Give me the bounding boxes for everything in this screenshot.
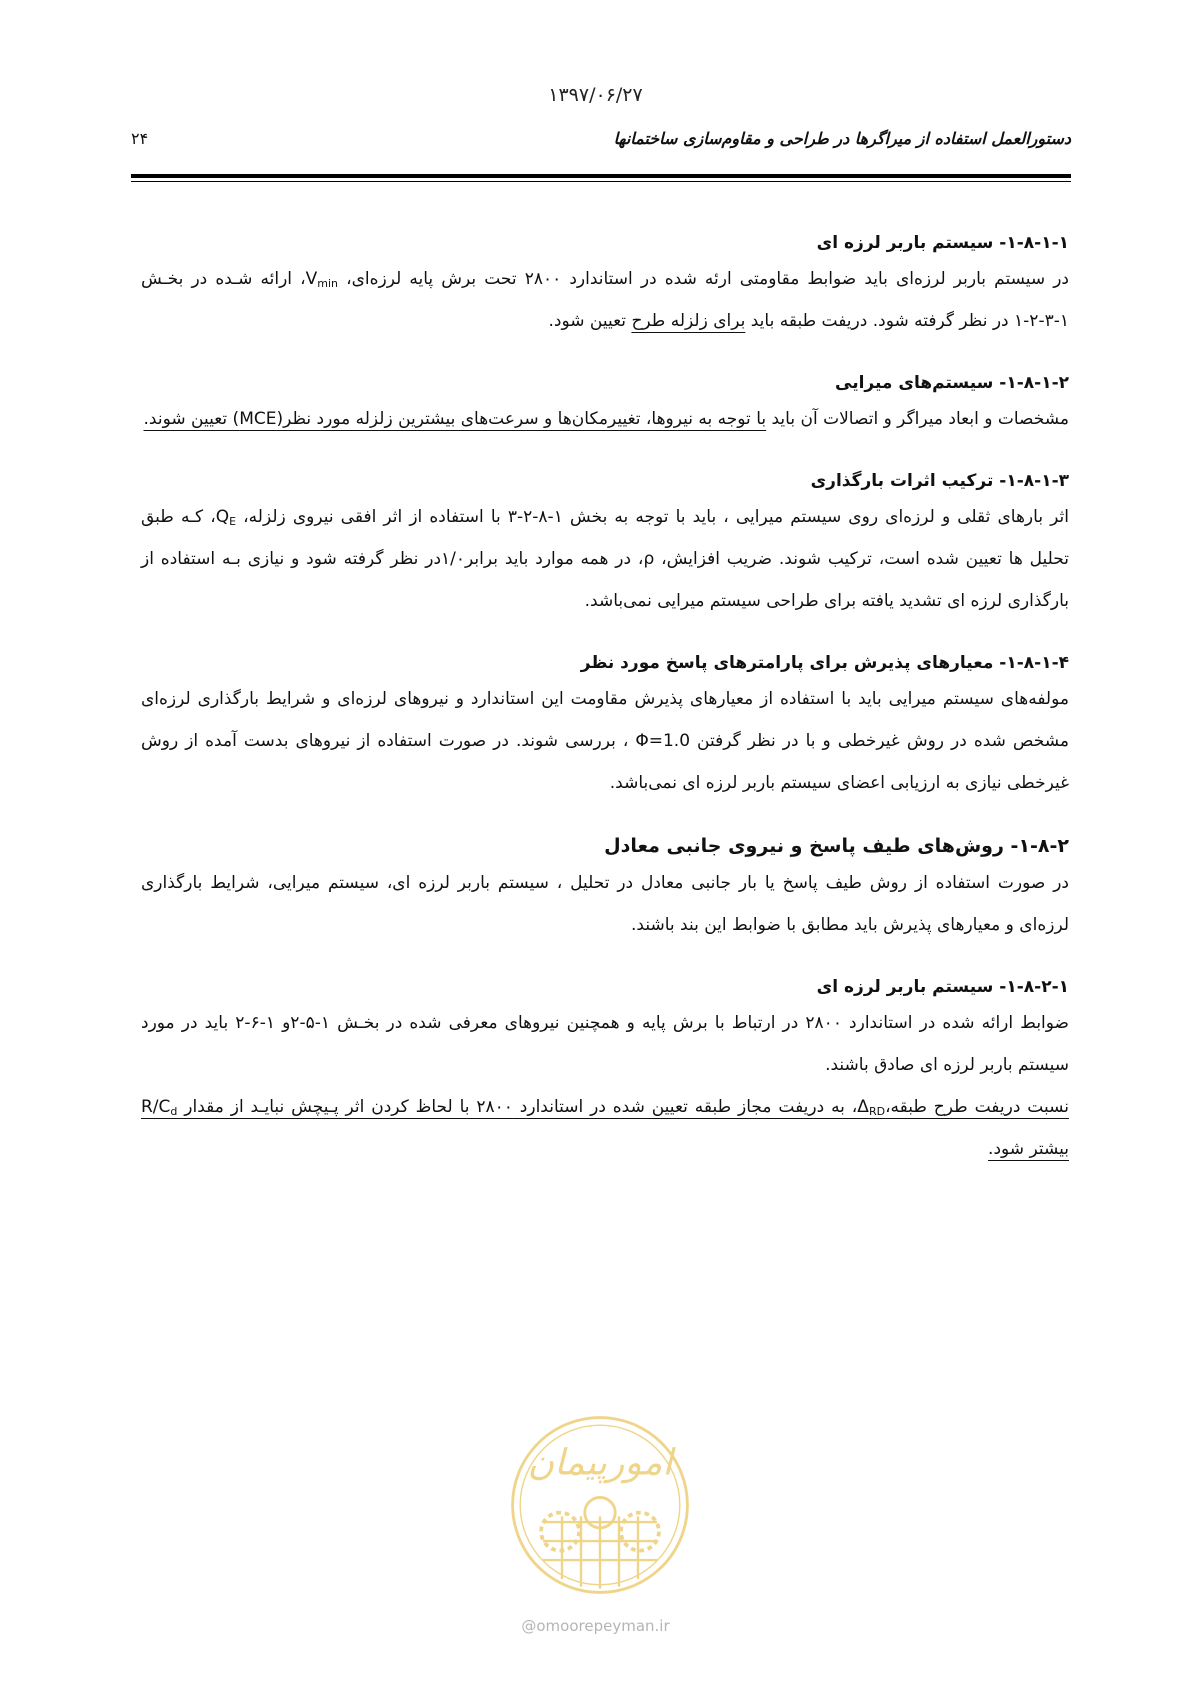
text-run: در سیستم باربر لرزه‌ای باید ضوابط مقاومتی ارئه شده در استاندارد ۲۸۰۰ تحت برش پایه لرزه‌ای، V (305, 269, 1069, 289)
subscript: d (170, 1105, 178, 1118)
spacer (141, 946, 1069, 972)
spacer (141, 342, 1069, 368)
header-rule-thin (131, 181, 1071, 182)
watermark-seal-text: امورپیمان (527, 1441, 673, 1484)
subscript: E (229, 515, 237, 528)
watermark-website: @omoorepeyman.ir (521, 1617, 670, 1635)
subscript: min (317, 277, 338, 290)
section-heading-1-8-1-3: ۱-۸-۱-۳- ترکیب اثرات بارگذاری (810, 471, 1069, 491)
text-run: ، ارائه شـده در بخـش ۱-۳-۲-۱ در نظر گرفته شود. دریفت طبقه باید (141, 269, 1069, 331)
section-heading-1-8-1-4: ۱-۸-۱-۴- معیارهای پذیرش برای پارامترهای پاسخ مورد نظر (580, 653, 1069, 673)
page-number: ۲۴ (131, 128, 149, 148)
paragraph-1-8-2: در صورت استفاده از روش طیف پاسخ یا بار جانبی معادل در تحلیل ، سیستم باربر لرزه ای، سیستم میرایی، شرایط بارگذاری لرزه‌ای و معیارهای پذیرش باید مطابق با ضوابط این بند باشند. (141, 873, 1069, 935)
section-heading-1-8-1-2: ۱-۸-۱-۲- سیستم‌های میرایی (835, 373, 1069, 393)
section-heading-1-8-2-1: ۱-۸-۲-۱- سیستم باربر لرزه ای (816, 977, 1069, 997)
text-run: تعیین شود. (548, 311, 632, 331)
document-body (141, 228, 1069, 1170)
text-run: اثر بارهای ثقلی و لرزه‌ای روی سیستم میرایی ، باید با توجه به بخش ۱-۸-۲-۳ با استفاده از اثر افقی نیروی زلزله، Q (215, 507, 1069, 527)
spacer (141, 622, 1069, 648)
text-run: ، به دریفت مجاز طبقه تعیین شده در استاندارد ۲۸۰۰ با لحاظ کردن اثر پـیچش نبایـد از مقدار R/C (141, 1097, 858, 1117)
paragraph-1-8-1-4: مولفه‌های سیستم میرایی باید با استفاده از معیارهای پذیرش مقاومت این استاندارد و نیروهای لرزه‌ای و شرایط بارگذاری لرزه‌ای مشخص شده در روش غیرخطی و با در نظر گرفتن Φ=1.0 ، بررسی شوند. در صورت استفاده از نیروهای بدست آمده از روش غیرخطی نیازی به ارزیابی اعضای سیستم باربر لرزه ای نمی‌باشد. (141, 689, 1069, 793)
text-run: مشخصات و ابعاد میراگر و اتصالات آن باید (766, 409, 1069, 429)
subscript: RD (868, 1105, 886, 1118)
paragraph-1-8-1-2 (141, 398, 1069, 440)
text-run: ، کـه طبق تحلیل ها تعیین شده است، ترکیب شوند. ضریب افزایش، ρ، در همه موارد باید برابر۱/۰در نظر گرفته شود و نیازی بـه استفاده از بارگذاری لرزه ای تشدید یافته برای طراحی سیستم میرایی نمی‌باشد. (141, 507, 1070, 611)
header-rule-thick (131, 174, 1071, 178)
watermark-seal-icon (505, 1410, 695, 1600)
spacer (141, 804, 1069, 830)
paragraph-1-8-2-1: ضوابط ارائه شده در استاندارد ۲۸۰۰ در ارتباط با برش پایه و همچنین نیروهای معرفی شده در بخـش ۱-۵-۲و ۱-۶-۲ باید در مورد سیستم باربر لرزه ای صادق باشند. (141, 1013, 1069, 1075)
paragraph-1-8-2-1-drift (141, 1086, 1069, 1170)
date-stamp: ۱۳۹۷/۰۶/۲۷ (548, 84, 643, 106)
page-header (131, 124, 1071, 152)
text-run: بیشتر شود. (988, 1139, 1069, 1159)
section-heading-1-8-2: ۱-۸-۲- روش‌های طیف پاسخ و نیروی جانبی معادل (604, 835, 1069, 857)
underlined-phrase: با توجه به نیروها، تغییرمکان‌ها و سرعت‌های بیشترین زلزله مورد نظر(MCE) تعیین شوند. (143, 409, 767, 429)
paragraph-1-8-1-3 (141, 496, 1069, 622)
underlined-phrase: برای زلزله طرح (631, 311, 746, 331)
section-heading-1-8-1-1: ۱-۸-۱-۱- سیستم باربر لرزه ای (816, 233, 1069, 253)
paragraph-1-8-1-1 (141, 258, 1069, 342)
text-run: نسبت دریفت طرح طبقه،Δ (857, 1097, 1069, 1117)
spacer (141, 440, 1069, 466)
document-title: دستورالعمل استفاده از میراگرها در طراحی و مقاوم‌سازی ساختمانها (613, 128, 1071, 148)
